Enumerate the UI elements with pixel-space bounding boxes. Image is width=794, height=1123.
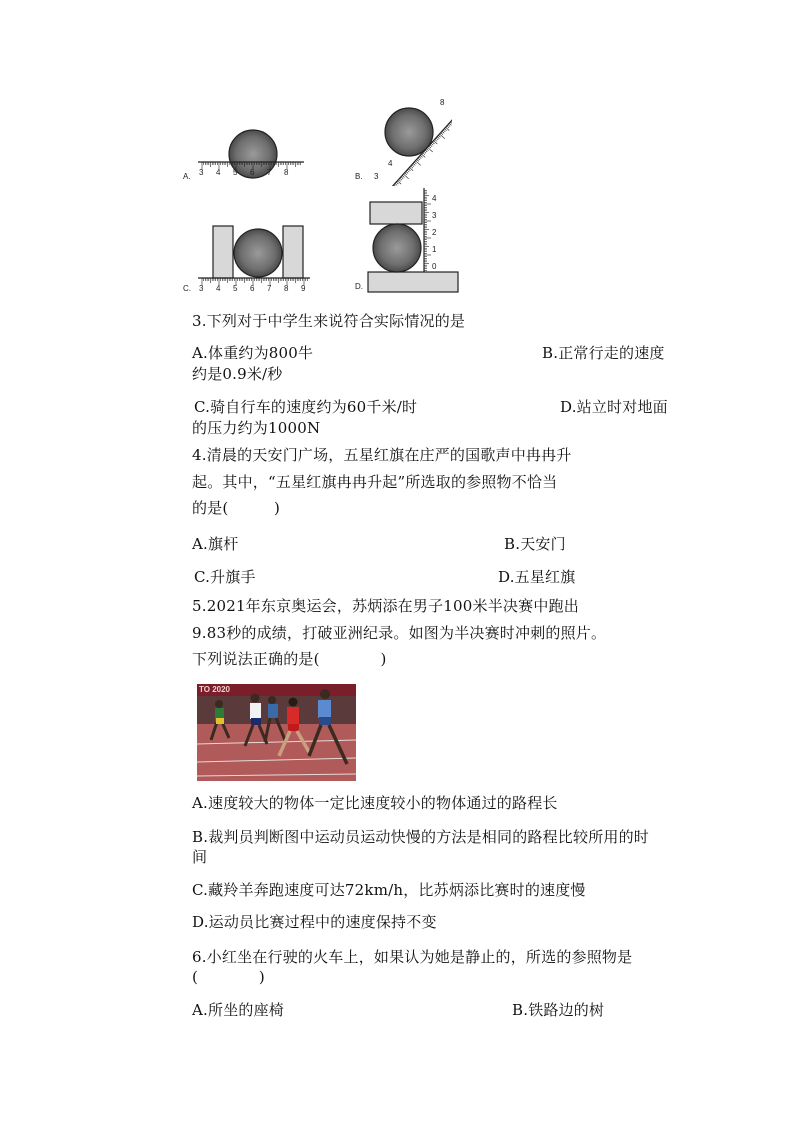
ruler-tick: [425, 150, 427, 152]
q4-stem-line1: 4.清晨的天安门广场，五星红旗在庄严的国歌声中冉冉升: [192, 446, 572, 464]
diagram-d-svg: [352, 186, 464, 296]
diagram-d: [352, 186, 464, 296]
q6-option-a: A.所坐的座椅: [192, 1001, 285, 1019]
tick-label: 8: [284, 284, 289, 293]
diagram-label: A.: [183, 172, 191, 181]
block-left: [213, 226, 233, 278]
tick-label: 1: [432, 245, 437, 254]
ruler-tick: [426, 149, 428, 151]
tick-label: 3: [432, 211, 437, 220]
ruler-tick: [414, 162, 416, 164]
q6-option-b: B.铁路边的树: [512, 1001, 605, 1019]
tick-label: 6: [250, 284, 255, 293]
tick-label: 5: [233, 284, 238, 293]
q5-option-a: A.速度较大的物体一定比速度较小的物体通过的路程长: [192, 794, 558, 812]
q4-stem-line2: 起。其中，“五星红旗冉冉升起”所选取的参照物不恰当: [192, 473, 558, 491]
diagram-b: [352, 96, 452, 186]
q3-option-b: B.正常行走的速度: [542, 344, 665, 362]
ruler-tick: [413, 163, 415, 165]
ruler-tick: [423, 153, 425, 155]
tick-label: 8: [284, 168, 289, 177]
ruler-tick: [399, 179, 401, 181]
q4-option-d: D.五星红旗: [498, 568, 576, 586]
diagram-a: [180, 126, 310, 184]
q6-stem-line2: ( ): [192, 968, 265, 986]
ruler-tick: [418, 158, 420, 160]
ruler-tick: [405, 173, 407, 175]
q3-option-c: C.骑自行车的速度约为60千米/时: [194, 398, 418, 416]
q5-stem-line1: 5.2021年东京奥运会，苏炳添在男子100米半决赛中跑出: [192, 597, 579, 615]
ruler-tick: [437, 137, 439, 139]
q4-stem-line3: 的是( ): [192, 499, 281, 517]
ruler-tick: [443, 130, 445, 132]
q5-stem-line3: 下列说法正确的是( ): [192, 650, 387, 668]
block-bottom: [368, 272, 458, 292]
ruler-tick: [428, 147, 433, 152]
tick-label: 4: [388, 159, 393, 168]
q3-option-a: A.体重约为800牛: [192, 344, 314, 362]
q3-option-b-cont: 约是0.9米/秒: [192, 365, 283, 383]
ruler-tick: [440, 134, 445, 139]
ruler-tick: [408, 169, 410, 171]
ruler-tick: [444, 129, 446, 131]
ruler-tick: [420, 155, 422, 157]
q5-option-c: C.藏羚羊奔跑速度可达72km/h，比苏炳添比赛时的速度慢: [192, 881, 586, 899]
ruler-tick: [400, 178, 402, 180]
ruler-tick: [396, 182, 398, 184]
tick-label: 4: [432, 194, 437, 203]
ruler-tick: [450, 122, 452, 124]
ruler-tick: [403, 174, 408, 179]
tick-label: 5: [233, 168, 238, 177]
ruler-tick: [429, 146, 431, 148]
q5-option-d: D.运动员比赛过程中的速度保持不变: [192, 913, 437, 931]
tick-label: 9: [301, 284, 306, 293]
q5-option-b-line1: B.裁判员判断图中运动员运动快慢的方法是相同的路程比较所用的时: [192, 828, 649, 846]
tick-label: 3: [199, 284, 204, 293]
tick-label: 8: [440, 98, 445, 107]
ruler-tick: [411, 166, 413, 168]
q3-option-d: D.站立时对地面: [560, 398, 668, 416]
ruler-tick: [442, 131, 444, 133]
diagram-c: [180, 222, 315, 294]
ruler-tick: [436, 138, 438, 140]
ball: [234, 229, 282, 277]
ruler-tick: [432, 142, 434, 144]
ball: [373, 224, 421, 272]
tick-label: 4: [216, 168, 221, 177]
q5-option-b-line2: 间: [192, 848, 208, 866]
ruler-tick: [438, 135, 440, 137]
ruler-tick: [430, 145, 432, 147]
ruler-tick: [435, 139, 437, 141]
ruler-tick: [419, 157, 421, 159]
tick-label: 2: [432, 228, 437, 237]
ruler-tick: [424, 151, 426, 153]
tick-label: 7: [267, 168, 272, 177]
sprint-photo-svg: [197, 684, 356, 781]
q3-stem: 3.下列对于中学生来说符合实际情况的是: [192, 312, 466, 330]
ruler-tick: [415, 161, 420, 166]
ruler-ticks: [424, 190, 431, 272]
ruler-tick: [406, 171, 408, 173]
tick-label: 4: [216, 284, 221, 293]
ruler-tick: [417, 159, 419, 161]
sprint-photo: [197, 684, 356, 781]
ruler-tick: [447, 126, 449, 128]
diagram-label: C.: [183, 284, 191, 293]
tick-label: 7: [267, 284, 272, 293]
q4-option-a: A.旗杆: [192, 535, 239, 553]
ruler-tick: [402, 175, 404, 177]
tick-label: 3: [199, 168, 204, 177]
block-right: [283, 226, 303, 278]
tick-label: 6: [250, 168, 255, 177]
diagram-b-svg: [352, 96, 452, 186]
ruler-tick: [401, 177, 403, 179]
q5-stem-line2: 9.83秒的成绩，打破亚洲纪录。如图为半决赛时冲刺的照片。: [192, 624, 607, 642]
q4-option-c: C.升旗手: [194, 568, 256, 586]
ruler-tick: [412, 165, 414, 167]
ruler-tick: [441, 133, 443, 135]
diagram-label: B.: [355, 172, 363, 181]
block-top: [370, 202, 422, 224]
tick-label: 3: [374, 172, 379, 181]
q3-option-d-cont: 的压力约为1000N: [192, 419, 321, 437]
tick-label: 0: [432, 262, 437, 271]
diagram-label: D.: [355, 282, 363, 291]
photo-banner-text: TO 2020: [199, 685, 230, 694]
q6-stem-line1: 6.小红坐在行驶的火车上，如果认为她是静止的，所选的参照物是: [192, 948, 633, 966]
ruler-tick: [407, 170, 409, 172]
ruler-tick: [431, 143, 433, 145]
ruler-tick: [448, 125, 450, 127]
q4-option-b: B.天安门: [504, 535, 566, 553]
ruler-tick: [449, 123, 451, 125]
